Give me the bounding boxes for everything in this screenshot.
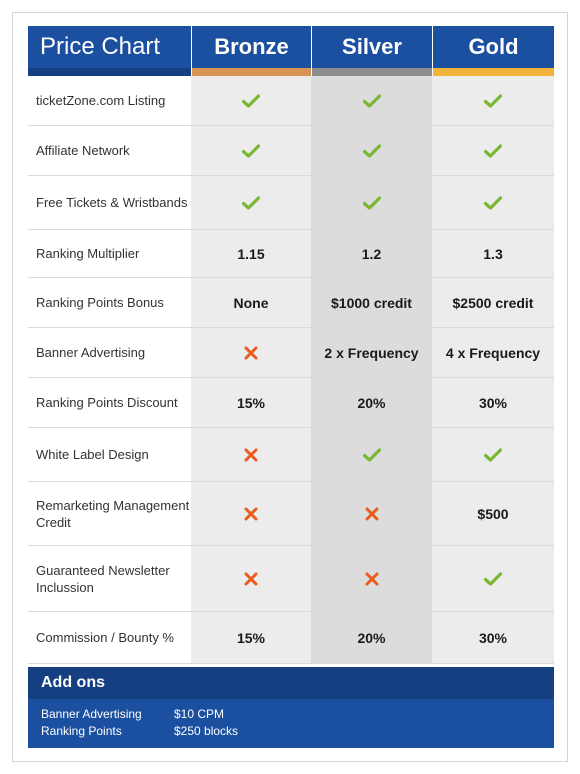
table-row bbox=[28, 378, 554, 428]
table-row bbox=[28, 612, 554, 664]
check-icon bbox=[363, 196, 381, 210]
silver-value-cell bbox=[311, 76, 432, 125]
silver-value-cell bbox=[311, 278, 432, 327]
bronze-value-cell bbox=[191, 328, 311, 377]
table-row bbox=[28, 230, 554, 278]
silver-value-text: 20% bbox=[357, 629, 386, 646]
check-icon bbox=[484, 448, 502, 462]
bronze-value-cell bbox=[191, 428, 311, 481]
bronze-value-cell bbox=[191, 612, 311, 663]
gold-value-text: $500 bbox=[477, 505, 509, 522]
feature-label: Affiliate Network bbox=[28, 126, 191, 175]
addons-title: Add ons bbox=[28, 667, 554, 699]
table-row bbox=[28, 176, 554, 230]
feature-table bbox=[28, 76, 554, 664]
addon-price: $250 blocks bbox=[174, 723, 239, 738]
addon-item bbox=[41, 705, 554, 722]
tier-header-silver bbox=[311, 26, 432, 68]
check-icon bbox=[363, 144, 381, 158]
gold-value-cell bbox=[432, 126, 554, 175]
bronze-color-bar bbox=[192, 68, 311, 76]
check-icon bbox=[242, 144, 260, 158]
check-icon bbox=[363, 94, 381, 108]
bronze-value-cell bbox=[191, 482, 311, 545]
addon-price: $10 CPM bbox=[174, 706, 225, 721]
gold-value-cell bbox=[432, 612, 554, 663]
gold-value-text: 30% bbox=[478, 629, 508, 646]
feature-label: Banner Advertising bbox=[28, 328, 191, 377]
check-icon bbox=[484, 196, 502, 210]
addon-item bbox=[41, 722, 554, 739]
bronze-value-cell bbox=[191, 176, 311, 229]
addons-list bbox=[28, 699, 554, 739]
cross-icon bbox=[244, 507, 258, 521]
table-row bbox=[28, 278, 554, 328]
gold-value-cell bbox=[432, 230, 554, 277]
cross-icon bbox=[244, 572, 258, 586]
tier-label-gold: Gold bbox=[468, 34, 519, 59]
gold-value-text: 1.3 bbox=[483, 245, 503, 262]
gold-value-cell bbox=[432, 482, 554, 545]
cross-icon bbox=[365, 507, 379, 521]
silver-value-cell bbox=[311, 230, 432, 277]
bronze-value-text: 15% bbox=[236, 629, 266, 646]
silver-value-cell bbox=[311, 378, 432, 427]
gold-value-cell bbox=[432, 76, 554, 125]
silver-value-text: 2 x Frequency bbox=[324, 344, 419, 361]
gold-value-cell bbox=[432, 176, 554, 229]
cross-icon bbox=[365, 572, 379, 586]
gold-color-bar bbox=[433, 68, 554, 76]
bronze-value-cell bbox=[191, 378, 311, 427]
check-icon bbox=[484, 144, 502, 158]
feature-label: Ranking Points Bonus bbox=[28, 278, 191, 327]
bronze-value-text: None bbox=[233, 294, 269, 311]
addon-name: Ranking Points bbox=[41, 723, 122, 738]
bronze-value-cell bbox=[191, 546, 311, 611]
silver-color-bar bbox=[312, 68, 432, 76]
tier-label-bronze: Bronze bbox=[214, 34, 289, 59]
page-title bbox=[28, 26, 191, 68]
gold-value-cell bbox=[432, 428, 554, 481]
check-icon bbox=[484, 94, 502, 108]
silver-value-text: 20% bbox=[357, 394, 386, 411]
silver-value-cell bbox=[311, 428, 432, 481]
table-row bbox=[28, 76, 554, 126]
addons-panel bbox=[28, 667, 554, 748]
tier-header-bronze bbox=[191, 26, 311, 68]
check-icon bbox=[242, 94, 260, 108]
tier-header-gold bbox=[432, 26, 554, 68]
silver-value-text: $1000 credit bbox=[331, 294, 412, 311]
bronze-value-cell bbox=[191, 230, 311, 277]
bronze-value-cell bbox=[191, 76, 311, 125]
silver-value-text: 1.2 bbox=[361, 245, 382, 262]
feature-label: ticketZone.com Listing bbox=[28, 76, 191, 125]
table-row bbox=[28, 428, 554, 482]
table-row bbox=[28, 328, 554, 378]
table-row bbox=[28, 546, 554, 612]
cross-icon bbox=[244, 346, 258, 360]
gold-value-cell bbox=[432, 378, 554, 427]
table-row bbox=[28, 126, 554, 176]
gold-value-text: 30% bbox=[478, 394, 508, 411]
bronze-value-text: 1.15 bbox=[237, 245, 265, 262]
gold-value-cell bbox=[432, 278, 554, 327]
bronze-value-text: 15% bbox=[236, 394, 266, 411]
gold-value-text: 4 x Frequency bbox=[445, 344, 541, 361]
silver-value-cell bbox=[311, 482, 432, 545]
price-chart-header bbox=[28, 26, 554, 76]
feature-label: Free Tickets & Wristbands bbox=[28, 176, 191, 229]
addon-name: Banner Advertising bbox=[41, 706, 142, 721]
bronze-value-cell bbox=[191, 126, 311, 175]
silver-value-cell bbox=[311, 612, 432, 663]
feature-label: Remarketing Management Credit bbox=[28, 482, 191, 545]
table-row bbox=[28, 482, 554, 546]
check-icon bbox=[484, 572, 502, 586]
gold-value-cell bbox=[432, 328, 554, 377]
silver-value-cell bbox=[311, 328, 432, 377]
page-title-text: Price Chart bbox=[40, 33, 161, 60]
feature-label: Ranking Multiplier bbox=[28, 230, 191, 277]
gold-value-text: $2500 credit bbox=[452, 294, 534, 311]
bronze-value-cell bbox=[191, 278, 311, 327]
title-underline bbox=[28, 68, 191, 76]
feature-label: White Label Design bbox=[28, 428, 191, 481]
feature-label: Guaranteed Newsletter Inclussion bbox=[28, 546, 191, 611]
gold-value-cell bbox=[432, 546, 554, 611]
cross-icon bbox=[244, 448, 258, 462]
feature-label: Ranking Points Discount bbox=[28, 378, 191, 427]
feature-label: Commission / Bounty % bbox=[28, 612, 191, 663]
silver-value-cell bbox=[311, 546, 432, 611]
check-icon bbox=[242, 196, 260, 210]
tier-label-silver: Silver bbox=[342, 34, 402, 59]
silver-value-cell bbox=[311, 126, 432, 175]
silver-value-cell bbox=[311, 176, 432, 229]
check-icon bbox=[363, 448, 381, 462]
